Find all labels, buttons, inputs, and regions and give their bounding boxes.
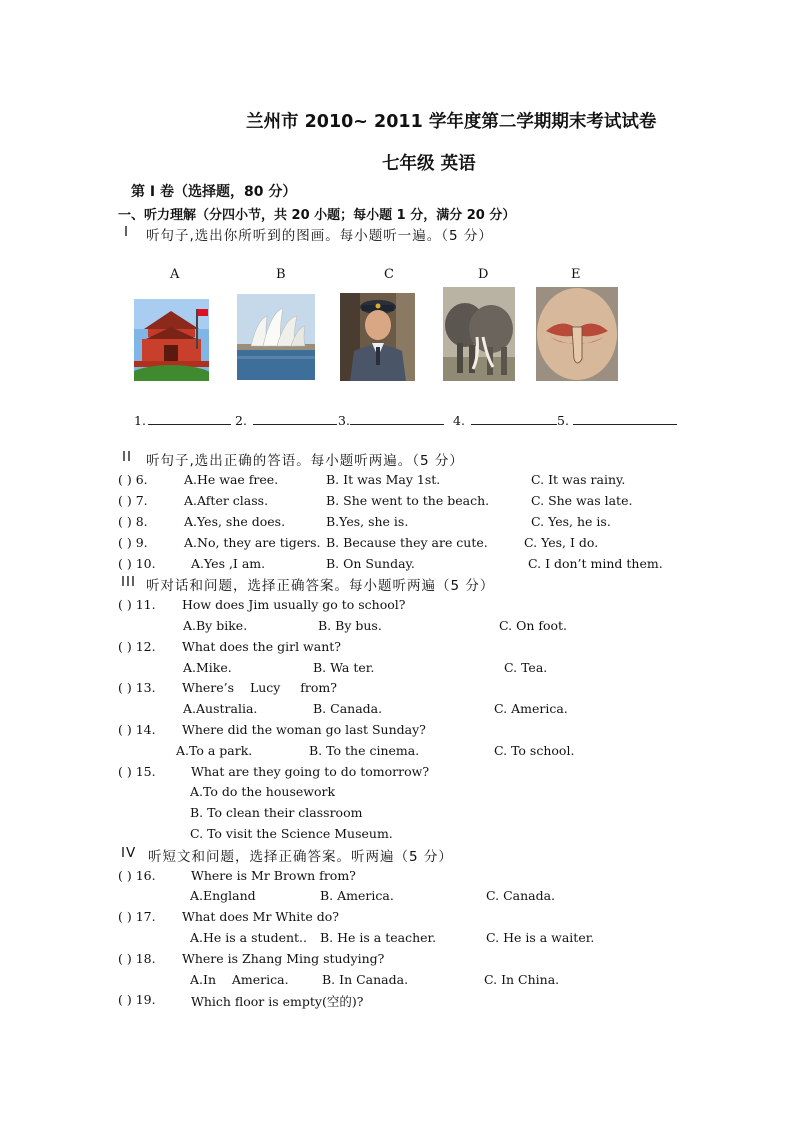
answer-line-3[interactable] [338,412,444,428]
question-13-option-c[interactable]: C. America. [494,701,568,716]
answer-line-2-label: 2. [235,413,247,428]
question-11-text: How does Jim usually go to school? [182,597,406,612]
sydney-opera-house-image [237,294,315,380]
question-12-option-b[interactable]: B. Wa ter. [313,660,375,675]
label-c: C [384,267,394,282]
question-12-option-c[interactable]: C. Tea. [504,660,548,675]
question-12-text: What does the girl want? [182,639,341,654]
question-16-option-b[interactable]: B. America. [320,888,394,903]
question-9-option-a[interactable]: A.No, they are tigers. [184,535,321,550]
part2-number: II [122,449,132,465]
part4-instruction: 听短文和问题，选择正确答案。听两遍（5 分） [148,849,453,865]
question-7-option-c[interactable]: C. She was late. [531,493,633,508]
question-8-option-a[interactable]: A.Yes, she does. [184,514,286,529]
page-subtitle: 七年级 英语 [382,154,476,174]
question-18-option-c[interactable]: C. In China. [484,972,560,987]
answer-line-1-label: 1. [134,413,146,428]
answer-line-1[interactable] [134,412,231,428]
question-17-option-b[interactable]: B. He is a teacher. [320,930,437,945]
blank-5[interactable] [573,412,677,425]
lips-gesture-image [536,287,618,381]
question-17-text: What does Mr White do? [182,909,339,924]
question-19-number: ( ) 19. [118,992,156,1007]
section-heading: 一、听力理解（分四小节，共 20 小题；每小题 1 分，满分 20 分） [118,208,516,223]
label-b: B [276,267,286,282]
blank-4[interactable] [471,412,557,425]
question-14-option-b[interactable]: B. To the cinema. [309,743,420,758]
question-15-option-b[interactable]: B. To clean their classroom [190,805,363,820]
answer-line-4-label: 4. [453,413,465,428]
question-15-number: ( ) 15. [118,764,156,779]
question-13-option-a[interactable]: A.Australia. [183,701,258,716]
question-11-option-a[interactable]: A.By bike. [183,618,248,633]
part2-instruction: 听句子,选出正确的答语。每小题听两遍。（5 分） [146,453,464,469]
answer-line-4[interactable] [453,412,557,428]
question-16-number: ( ) 16. [118,868,156,883]
question-19-text: Which floor is empty(空的)? [191,994,364,1009]
question-15-option-a[interactable]: A.To do the housework [190,784,336,799]
question-8-option-b[interactable]: B.Yes, she is. [326,514,409,529]
question-11-option-b[interactable]: B. By bus. [318,618,382,633]
question-8-option-c[interactable]: C. Yes, he is. [531,514,611,529]
part3-instruction: 听对话和问题，选择正确答案。每小题听两遍（5 分） [146,578,495,594]
question-18-option-b[interactable]: B. In Canada. [322,972,409,987]
question-18-number: ( ) 18. [118,951,156,966]
question-6-option-a[interactable]: A.He wae free. [184,472,279,487]
question-10-option-c[interactable]: C. I don’t mind them. [528,556,663,571]
label-a: A [170,267,180,282]
question-15-text: What are they going to do tomorrow? [191,764,430,779]
question-18-option-a[interactable]: A.In America. [190,972,289,987]
question-13-number: ( ) 13. [118,680,156,695]
question-17-number: ( ) 17. [118,909,156,924]
question-13-option-b[interactable]: B. Canada. [313,701,383,716]
question-17-option-c[interactable]: C. He is a waiter. [486,930,595,945]
question-14-text: Where did the woman go last Sunday? [182,722,426,737]
question-16-option-a[interactable]: A.England [190,888,256,903]
question-7-number: ( ) 7. [118,493,148,508]
question-17-option-a[interactable]: A.He is a student.. [190,930,307,945]
question-9-number: ( ) 9. [118,535,148,550]
question-18-text: Where is Zhang Ming studying? [182,951,385,966]
question-10-option-a[interactable]: A.Yes ,I am. [191,556,266,571]
answer-line-3-label: 3. [338,413,350,428]
question-9-option-c[interactable]: C. Yes, I do. [524,535,599,550]
question-6-option-b[interactable]: B. It was May 1st. [326,472,441,487]
question-14-option-a[interactable]: A.To a park. [176,743,253,758]
question-12-number: ( ) 12. [118,639,156,654]
question-7-option-b[interactable]: B. She went to the beach. [326,493,490,508]
question-16-text: Where is Mr Brown from? [191,868,356,883]
police-officer-image [340,293,415,381]
label-d: D [478,267,489,282]
question-13-text: Where’s Lucy from? [182,680,337,695]
tiananmen-image [134,299,209,381]
answer-line-5[interactable] [557,412,677,428]
answer-line-2[interactable] [235,412,337,428]
elephants-image [443,287,515,381]
blank-2[interactable] [253,412,337,425]
question-9-option-b[interactable]: B. Because they are cute. [326,535,488,550]
label-e: E [571,267,581,282]
part4-number: IV [121,845,137,861]
question-7-option-a[interactable]: A.After class. [184,493,269,508]
question-16-option-c[interactable]: C. Canada. [486,888,556,903]
answer-line-5-label: 5. [557,413,569,428]
question-10-number: ( ) 10. [118,556,156,571]
part1-instruction: 听句子,选出你所听到的图画。每小题听一遍。（5 分） [146,228,493,244]
blank-1[interactable] [148,412,231,425]
question-10-option-b[interactable]: B. On Sunday. [326,556,415,571]
question-8-number: ( ) 8. [118,514,148,529]
volume-heading: 第 I 卷（选择题，80 分） [131,184,297,200]
question-12-option-a[interactable]: A.Mike. [183,660,232,675]
part3-number: III [121,574,136,590]
question-6-number: ( ) 6. [118,472,148,487]
question-14-option-c[interactable]: C. To school. [494,743,575,758]
question-11-option-c[interactable]: C. On foot. [499,618,568,633]
question-14-number: ( ) 14. [118,722,156,737]
question-6-option-c[interactable]: C. It was rainy. [531,472,626,487]
page-title: 兰州市 2010~ 2011 学年度第二学期期末考试试卷 [246,112,657,132]
blank-3[interactable] [350,412,444,425]
question-15-option-c[interactable]: C. To visit the Science Museum. [190,826,393,841]
question-11-number: ( ) 11. [118,597,156,612]
part1-number: I [124,224,129,240]
